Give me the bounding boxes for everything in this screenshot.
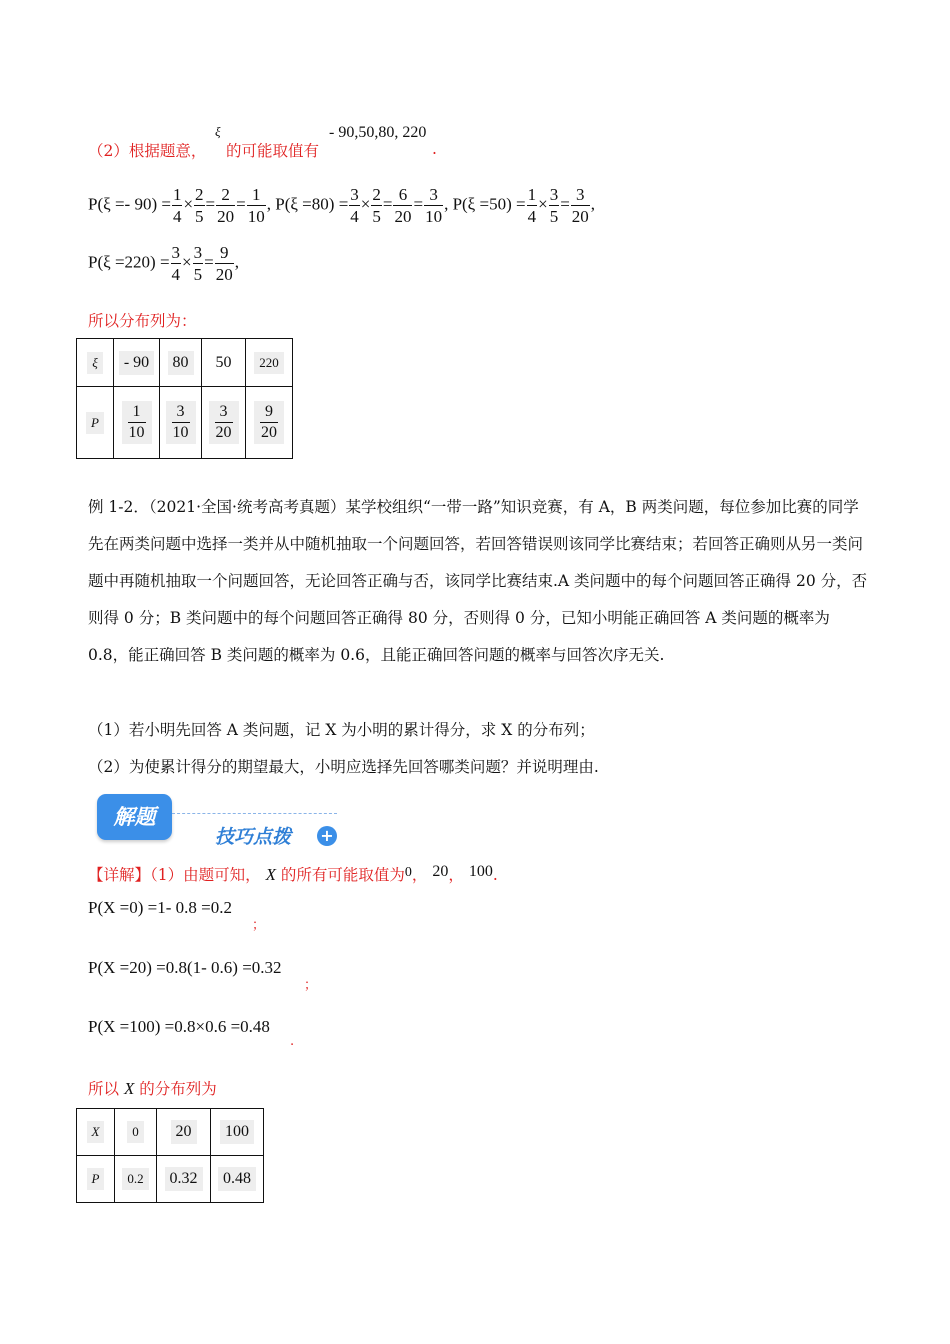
dist1-caption: 所以分布列为： — [88, 312, 197, 330]
detail-label: 【详解】 — [88, 866, 151, 884]
possible-values: - 90,50,80, 220 — [329, 124, 427, 141]
table-cell: 0.2 — [122, 1168, 148, 1190]
semicolon-2: ； — [304, 978, 318, 993]
table-cell: 0 — [127, 1121, 144, 1143]
plus-icon: + — [317, 826, 337, 846]
p-xi-50-lhs: P(ξ =50) — [452, 194, 512, 214]
equation-p-x-20: P(X =20) =0.8(1- 0.6) =0.32 — [88, 958, 282, 977]
table-cell: 100 — [220, 1120, 254, 1144]
part2-intro-text: （2）根据题意， — [88, 142, 207, 160]
table-row — [77, 339, 293, 387]
comma: , — [444, 194, 449, 214]
distribution-table-xi — [76, 338, 293, 459]
dist2-caption — [88, 1077, 217, 1099]
part2-intro — [88, 139, 206, 161]
xi-symbol: ξ — [215, 124, 221, 139]
table-head-p: P — [86, 412, 104, 434]
value-100: 100 — [468, 863, 493, 880]
p-xi-80-lhs: P(ξ =80) — [275, 194, 335, 214]
detail-line — [88, 863, 498, 885]
detail-dot: . — [492, 866, 498, 884]
frac-den: 20 — [261, 424, 277, 441]
table-cell: 80 — [168, 351, 194, 375]
separator: ， — [448, 866, 464, 884]
var-x: X — [265, 865, 276, 884]
table-row — [77, 1109, 264, 1156]
dist2-caption-x: X — [123, 1079, 135, 1098]
frac-num: 3 — [215, 404, 233, 423]
value-20: 20 — [432, 863, 449, 880]
prob-equations-line2: P(ξ =220) = $\frac{3}{4}$ × $\frac{3}{5}$ = $\frac{9}{20}$ , — [88, 243, 239, 284]
prob-equations-line1: P(ξ =- 90) = $\frac{1}{4}$ × $\frac{2}{5}$ = $\frac{2}{20}$ = $\frac{1}{10}$ , P(ξ =80) = $\frac{3}{4}$ × $\frac{2}{5}$ = $\frac{6}{20}$ = $\frac{3}{10}$ , P(ξ =50) = $\frac{1}{4}$ × $\frac{3}{5}$ = $\frac{3}{20}$ , — [88, 185, 596, 226]
table-head-x: X — [87, 1121, 105, 1143]
detail-text2: 的所有可能取值为 — [280, 866, 405, 884]
question-2: （2）为使累计得分的期望最大，小明应选择先回答哪类问题？并说明理由. — [88, 758, 599, 776]
frac-num: 9 — [260, 404, 278, 423]
separator: ， — [411, 866, 428, 884]
table-cell: 0.48 — [218, 1167, 256, 1191]
solution-badge — [97, 794, 172, 840]
equation-p-x-100: P(X =100) =0.8×0.6 =0.48 — [88, 1017, 270, 1036]
frac-den: 10 — [172, 424, 189, 441]
table-cell: 0.32 — [165, 1167, 203, 1191]
detail-final-dot: . — [290, 1034, 295, 1049]
table-cell: 50 — [211, 351, 237, 375]
comma: , — [234, 252, 239, 272]
semicolon-1: ； — [252, 918, 266, 933]
table-cell: 20 — [171, 1120, 197, 1144]
example-paragraph: 例 1-2．（2021·全国·统考高考真题）某学校组织“一带一路”知识竞赛，有 A，B 两类问题，每位参加比赛的同学先在两类问题中选择一类并从中随机抽取一个问题回答，若回答错误则该同学比赛结束；若回答正确则从另一类问题中再随机抽取一个问题回答，无论回答正确与否，该同学比赛结束.A 类问题中的每个问题回答正确得 20 分，否则得 0 分；B 类问题中的每个问题回答正确得 80 分，否则得 0 分，已知小明能正确回答 A 类问题的概率为 0.8，能正确回答 B 类问题的概率为 0.6，且能正确回答问题的概率与回答次序无关. — [88, 498, 868, 664]
possible-values-text: 的可能取值有 — [226, 142, 320, 160]
value-0: 0 — [404, 865, 412, 880]
badge-title: 解题 — [113, 805, 156, 829]
dist2-caption-a: 所以 — [88, 1080, 120, 1098]
frac-den: 20 — [215, 424, 232, 441]
distribution-table-x — [76, 1108, 264, 1203]
question-1: （1）若小明先回答 A 类问题，记 X 为小明的累计得分，求 X 的分布列； — [88, 721, 595, 739]
table-row — [77, 1156, 264, 1203]
table-row — [77, 387, 293, 459]
comma: , — [266, 194, 271, 214]
p-xi-m90-lhs: P(ξ =- 90) — [88, 194, 158, 214]
frac-den: 10 — [128, 424, 145, 441]
part2-dot: . — [432, 140, 437, 158]
table-head-p: P — [87, 1168, 105, 1190]
detail-text: （1）由题可知， — [150, 866, 261, 884]
equation-p-x-0: P(X =0) =1- 0.8 =0.2 — [88, 898, 232, 917]
table-head-xi: ξ — [87, 352, 103, 374]
p-xi-220-lhs: P(ξ =220) — [88, 252, 156, 272]
frac-num: 1 — [128, 404, 146, 423]
comma: , — [590, 194, 596, 214]
dist2-caption-b: 的分布列为 — [139, 1080, 217, 1098]
table-cell: - 90 — [119, 351, 154, 375]
badge-divider — [172, 813, 337, 814]
table-cell: 220 — [254, 352, 284, 374]
badge-subtitle: 技巧点拨 — [215, 826, 292, 848]
frac-num: 3 — [172, 404, 190, 423]
